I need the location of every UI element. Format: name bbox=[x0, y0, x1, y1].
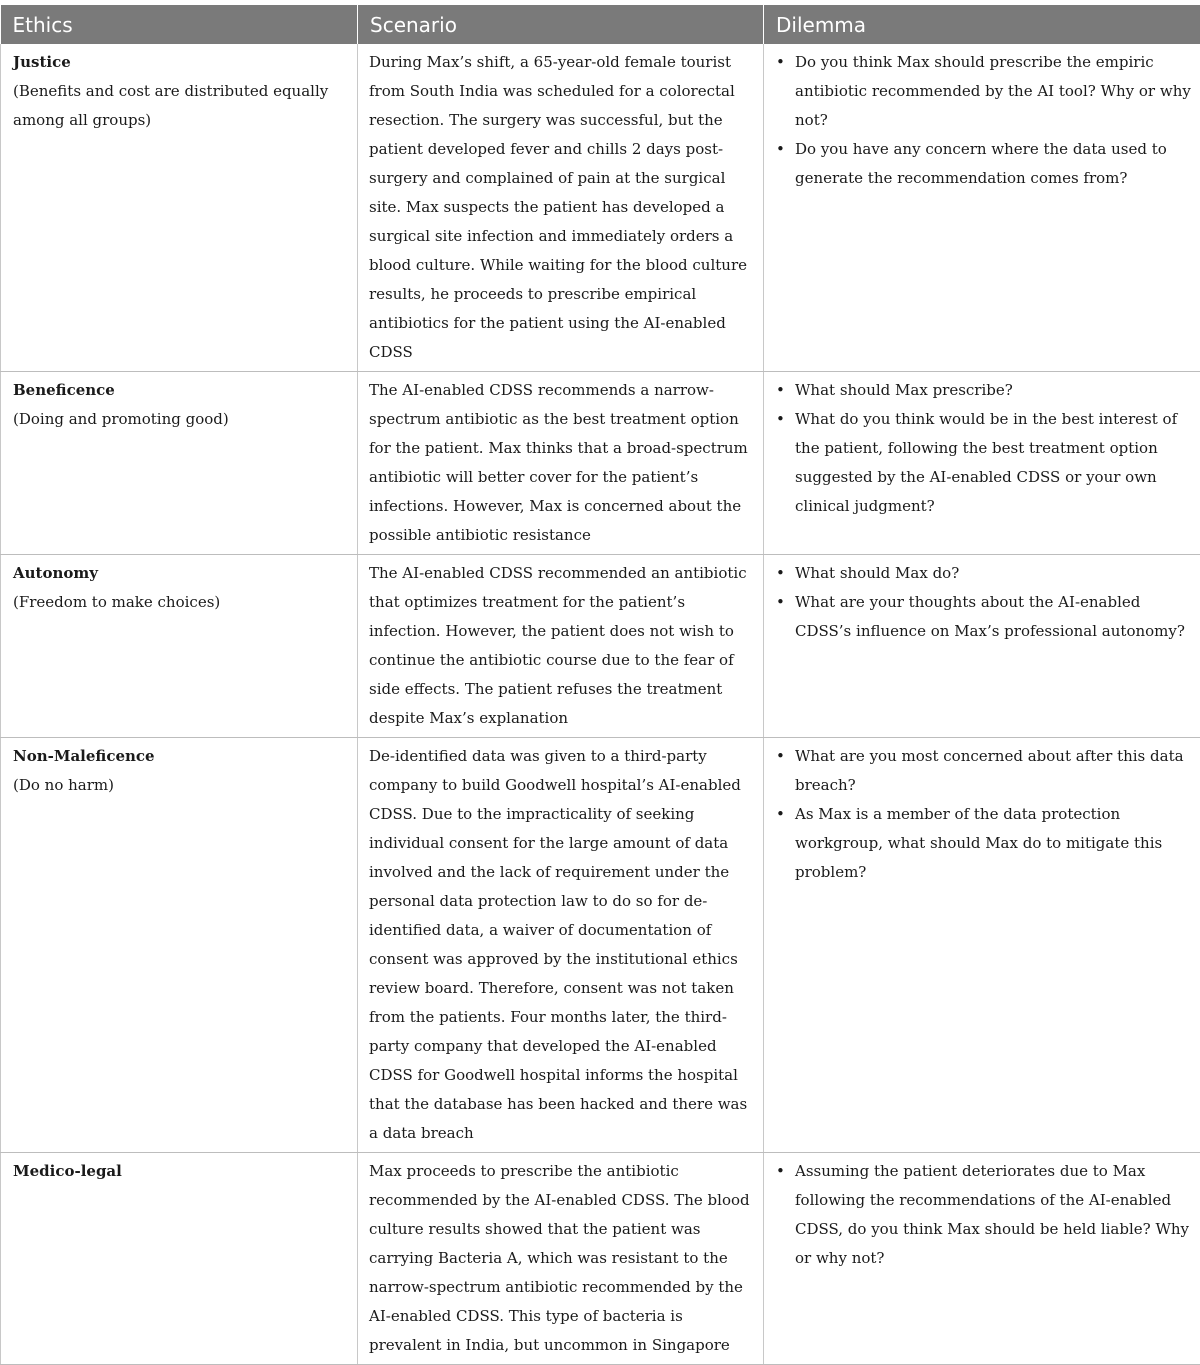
ethics-principle: Justice bbox=[13, 48, 347, 77]
dilemma-cell bbox=[764, 738, 1200, 1153]
ethics-cell bbox=[1, 372, 358, 555]
ethics-cell bbox=[1, 555, 358, 738]
dilemma-question: What are your thoughts about the AI-enabled CDSS’s influence on Max’s professional autonomy? bbox=[795, 593, 1185, 640]
table-row bbox=[1, 44, 1200, 372]
dilemma-cell bbox=[764, 1153, 1200, 1365]
bullet-icon: • bbox=[776, 800, 795, 829]
ethics-description: (Do no harm) bbox=[13, 771, 347, 800]
table-row bbox=[1, 555, 1200, 738]
dilemma-question: As Max is a member of the data protection workgroup, what should Max do to mitigate this problem? bbox=[795, 805, 1162, 881]
bullet-icon: • bbox=[776, 376, 795, 405]
bullet-icon: • bbox=[776, 405, 795, 434]
header-ethics: Ethics bbox=[1, 5, 358, 44]
ethics-cell bbox=[1, 1153, 358, 1365]
scenario-cell: De-identified data was given to a third-party company to build Goodwell hospital’s AI-enabled CDSS. Due to the impracticality of seeking individual consent for the large amount of data involved and the lack of requirement under the personal data protection law to do so for de-identified data, a waiver of documentation of consent was approved by the institutional ethics review board. Therefore, consent was not taken from the patients. Four months later, the third-party company that developed the AI-enabled CDSS for Goodwell hospital informs the hospital that the database has been hacked and there was a data breach bbox=[358, 738, 764, 1153]
dilemma-list bbox=[776, 376, 1192, 521]
list-item bbox=[776, 405, 1192, 521]
bullet-icon: • bbox=[776, 559, 795, 588]
dilemma-list bbox=[776, 742, 1192, 887]
bullet-icon: • bbox=[776, 1157, 795, 1186]
ethics-cell bbox=[1, 738, 358, 1153]
ethics-description: (Doing and promoting good) bbox=[13, 405, 347, 434]
dilemma-question: Do you have any concern where the data used to generate the recommendation comes from? bbox=[795, 140, 1167, 187]
bullet-icon: • bbox=[776, 588, 795, 617]
table-row bbox=[1, 738, 1200, 1153]
dilemma-question: Assuming the patient deteriorates due to Max following the recommendations of the AI-enabled CDSS, do you think Max should be held liable? Why or why not? bbox=[795, 1162, 1189, 1267]
table-row bbox=[1, 372, 1200, 555]
list-item bbox=[776, 135, 1192, 193]
ethics-cell bbox=[1, 44, 358, 372]
bullet-icon: • bbox=[776, 135, 795, 164]
ethics-principle: Non-Maleficence bbox=[13, 742, 347, 771]
ethics-table bbox=[0, 5, 1200, 1365]
bullet-icon: • bbox=[776, 48, 795, 77]
dilemma-question: What should Max prescribe? bbox=[795, 381, 1013, 399]
list-item bbox=[776, 376, 1192, 405]
ethics-description: (Freedom to make choices) bbox=[13, 588, 347, 617]
ethics-description: (Benefits and cost are distributed equally among all groups) bbox=[13, 77, 347, 135]
ethics-principle: Beneficence bbox=[13, 376, 347, 405]
dilemma-question: What should Max do? bbox=[795, 564, 959, 582]
list-item bbox=[776, 588, 1192, 646]
header-dilemma: Dilemma bbox=[764, 5, 1200, 44]
dilemma-question: Do you think Max should prescribe the empiric antibiotic recommended by the AI tool? Why or why not? bbox=[795, 53, 1191, 129]
scenario-cell: The AI-enabled CDSS recommends a narrow-spectrum antibiotic as the best treatment option for the patient. Max thinks that a broad-spectrum antibiotic will better cover for the patient’s infections. However, Max is concerned about the possible antibiotic resistance bbox=[358, 372, 764, 555]
ethics-principle: Autonomy bbox=[13, 559, 347, 588]
table-header-row bbox=[1, 5, 1200, 44]
bullet-icon: • bbox=[776, 742, 795, 771]
dilemma-question: What are you most concerned about after this data breach? bbox=[795, 747, 1184, 794]
list-item bbox=[776, 559, 1192, 588]
scenario-cell: The AI-enabled CDSS recommended an antibiotic that optimizes treatment for the patient’s infection. However, the patient does not wish to continue the antibiotic course due to the fear of side effects. The patient refuses the treatment despite Max’s explanation bbox=[358, 555, 764, 738]
dilemma-cell bbox=[764, 372, 1200, 555]
list-item bbox=[776, 800, 1192, 887]
list-item bbox=[776, 1157, 1192, 1273]
dilemma-question: What do you think would be in the best interest of the patient, following the best treatment option suggested by the AI-enabled CDSS or your own clinical judgment? bbox=[795, 410, 1177, 515]
scenario-cell: Max proceeds to prescribe the antibiotic recommended by the AI-enabled CDSS. The blood culture results showed that the patient was carrying Bacteria A, which was resistant to the narrow-spectrum antibiotic recommended by the AI-enabled CDSS. This type of bacteria is prevalent in India, but uncommon in Singapore bbox=[358, 1153, 764, 1365]
ethics-principle: Medico-legal bbox=[13, 1157, 347, 1186]
dilemma-list bbox=[776, 48, 1192, 193]
table-row bbox=[1, 1153, 1200, 1365]
scenario-cell: During Max’s shift, a 65-year-old female tourist from South India was scheduled for a colorectal resection. The surgery was successful, but the patient developed fever and chills 2 days post-surgery and complained of pain at the surgical site. Max suspects the patient has developed a surgical site infection and immediately orders a blood culture. While waiting for the blood culture results, he proceeds to prescribe empirical antibiotics for the patient using the AI-enabled CDSS bbox=[358, 44, 764, 372]
list-item bbox=[776, 48, 1192, 135]
dilemma-cell bbox=[764, 44, 1200, 372]
list-item bbox=[776, 742, 1192, 800]
header-scenario: Scenario bbox=[358, 5, 764, 44]
dilemma-list bbox=[776, 1157, 1192, 1273]
dilemma-list bbox=[776, 559, 1192, 646]
dilemma-cell bbox=[764, 555, 1200, 738]
